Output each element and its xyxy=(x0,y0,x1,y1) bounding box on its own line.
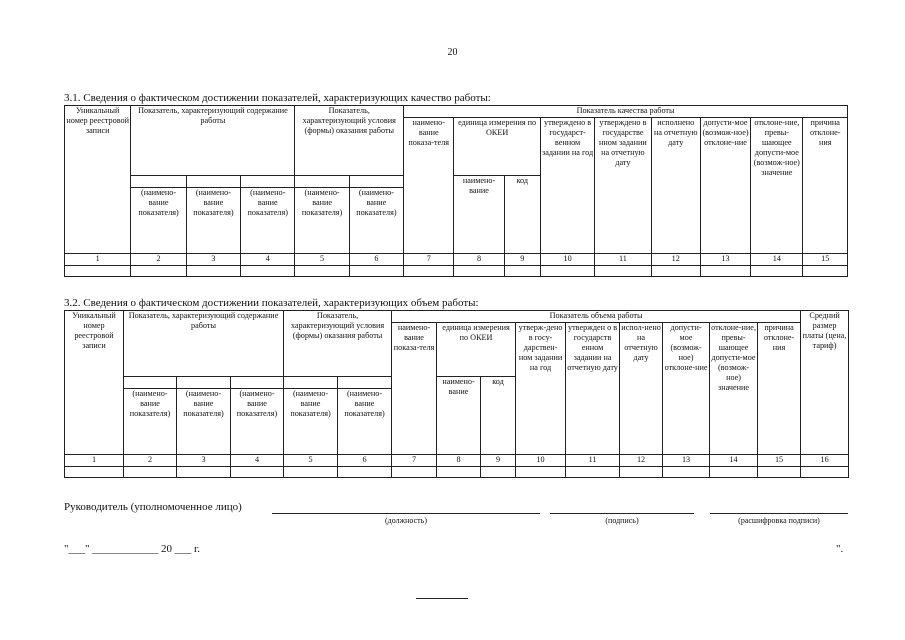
sub-indicator: (наимено-вание показателя) xyxy=(241,188,295,254)
col-unit-code: код xyxy=(504,176,540,254)
sub-indicator: (наимено-вание показателя) xyxy=(131,188,186,254)
col-allowed: допусти-мое (возмож-ное) отклоне-ние xyxy=(663,323,710,455)
col-indicator-name: наимено-вание показа-теля xyxy=(404,118,454,254)
col-unit-name: наимено-вание xyxy=(437,377,481,455)
col-num: 8 xyxy=(454,254,504,266)
column-numbers-row xyxy=(65,254,848,266)
sub-indicator: (наимено-вание показателя) xyxy=(124,389,177,455)
col-content: Показатель, характеризующий содержание работы xyxy=(124,311,284,377)
col-excess: отклоне-ние, превы-шающее допусти-мое (возмож-ное) значение xyxy=(710,323,758,455)
col-num: 14 xyxy=(751,254,803,266)
col-num: 5 xyxy=(284,455,338,467)
date-open-quote: " xyxy=(64,543,69,555)
col-num: 6 xyxy=(338,455,392,467)
col-approved-date: утверждено в государстве нном задании на отчетную дату xyxy=(595,118,651,254)
decoding-caption: (расшифровка подписи) xyxy=(738,516,820,525)
col-num: 10 xyxy=(540,254,594,266)
date-end-mark: ". xyxy=(836,543,844,555)
col-approved-year: утверждено в государст-венном задании на год xyxy=(540,118,594,254)
col-num: 12 xyxy=(651,254,700,266)
col-registry: Уникальный номер реестровой записи xyxy=(65,311,124,455)
signature-line xyxy=(550,513,694,514)
col-allowed: допусти-мое (возмож-ное) отклоне-ние xyxy=(700,118,750,254)
col-num: 9 xyxy=(481,455,516,467)
sub-indicator: (наимено-вание показателя) xyxy=(284,389,338,455)
col-avg-price: Средний размер платы (цена, тариф) xyxy=(801,311,849,455)
col-num: 6 xyxy=(349,254,403,266)
col-num: 4 xyxy=(241,254,295,266)
sub-indicator: (наимено-вание показателя) xyxy=(338,389,392,455)
col-num: 12 xyxy=(620,455,663,467)
col-reason: причина отклоне-ния xyxy=(758,323,801,455)
date-year: 20 xyxy=(161,543,172,555)
date-suffix: г. xyxy=(194,543,201,555)
decoding-line xyxy=(710,513,848,514)
volume-table xyxy=(64,310,849,478)
col-num: 11 xyxy=(566,455,620,467)
col-num: 4 xyxy=(231,455,284,467)
col-num: 2 xyxy=(131,254,186,266)
col-num: 10 xyxy=(516,455,566,467)
col-excess: отклоне-ние, превы-шающее допусти-мое (возмож-ное) значение xyxy=(751,118,803,254)
end-rule xyxy=(416,598,468,599)
col-num: 13 xyxy=(663,455,710,467)
col-registry: Уникальный номер реестровой записи xyxy=(65,106,131,254)
date-close-quote: " xyxy=(85,543,90,555)
table-row xyxy=(65,467,849,478)
section-title-volume: 3.2. Сведения о фактическом достижении показателей, характеризующих объем работы: xyxy=(64,297,479,309)
signature-caption: (подпись) xyxy=(605,516,639,525)
col-unit: единица измерения по ОКЕИ xyxy=(454,118,541,176)
col-approved-year: утверж-дено в госу-дарствен-ном задании на год xyxy=(516,323,566,455)
sub-indicator: (наимено-вание показателя) xyxy=(177,389,231,455)
col-num: 7 xyxy=(392,455,437,467)
col-conditions: Показатель, характеризующий условия (формы) оказания работы xyxy=(295,106,404,176)
date-blank-month: ____________ xyxy=(92,543,159,555)
column-numbers-row xyxy=(65,455,849,467)
col-num: 16 xyxy=(801,455,849,467)
section-title-quality: 3.1. Сведения о фактическом достижении показателей, характеризующих качество работы: xyxy=(64,92,491,104)
col-num: 15 xyxy=(803,254,848,266)
col-num: 15 xyxy=(758,455,801,467)
col-num: 14 xyxy=(710,455,758,467)
sub-indicator: (наимено-вание показателя) xyxy=(295,188,349,254)
col-quality: Показатель качества работы xyxy=(404,106,848,118)
col-num: 3 xyxy=(177,455,231,467)
col-num: 1 xyxy=(65,254,131,266)
col-done: испол-нено на отчетную дату xyxy=(620,323,663,455)
position-caption: (должность) xyxy=(385,516,427,525)
col-conditions: Показатель, характеризующий условия (формы) оказания работы xyxy=(284,311,392,377)
page-number: 20 xyxy=(447,47,458,58)
col-num: 2 xyxy=(124,455,177,467)
table-row xyxy=(65,266,848,277)
col-num: 7 xyxy=(404,254,454,266)
date-blank-year: ___ xyxy=(174,543,192,555)
col-num: 11 xyxy=(595,254,651,266)
col-unit-name: наимено-вание xyxy=(454,176,504,254)
col-num: 8 xyxy=(437,455,481,467)
col-done: исполнено на отчетную дату xyxy=(651,118,700,254)
sub-indicator: (наимено-вание показателя) xyxy=(186,188,240,254)
quality-table xyxy=(64,105,848,277)
col-num: 9 xyxy=(504,254,540,266)
col-indicator-name: наимено-вание показа-теля xyxy=(392,323,437,455)
col-unit: единица измерения по ОКЕИ xyxy=(437,323,516,377)
col-reason: причина отклоне-ния xyxy=(803,118,848,254)
col-num: 3 xyxy=(186,254,240,266)
col-num: 5 xyxy=(295,254,349,266)
col-num: 13 xyxy=(700,254,750,266)
sub-indicator: (наимено-вание показателя) xyxy=(231,389,284,455)
col-volume: Показатель объема работы xyxy=(392,311,801,323)
date-blank-day: ___ xyxy=(68,543,85,555)
col-num: 1 xyxy=(65,455,124,467)
col-unit-code: код xyxy=(481,377,516,455)
date-line xyxy=(64,543,200,555)
position-line xyxy=(272,513,540,514)
signature-label: Руководитель (уполномоченное лицо) xyxy=(64,501,242,513)
col-content: Показатель, характеризующий содержание работы xyxy=(131,106,295,176)
col-approved-date: утвержден о в государств енном задании на отчетную дату xyxy=(566,323,620,455)
sub-indicator: (наимено-вание показателя) xyxy=(349,188,403,254)
